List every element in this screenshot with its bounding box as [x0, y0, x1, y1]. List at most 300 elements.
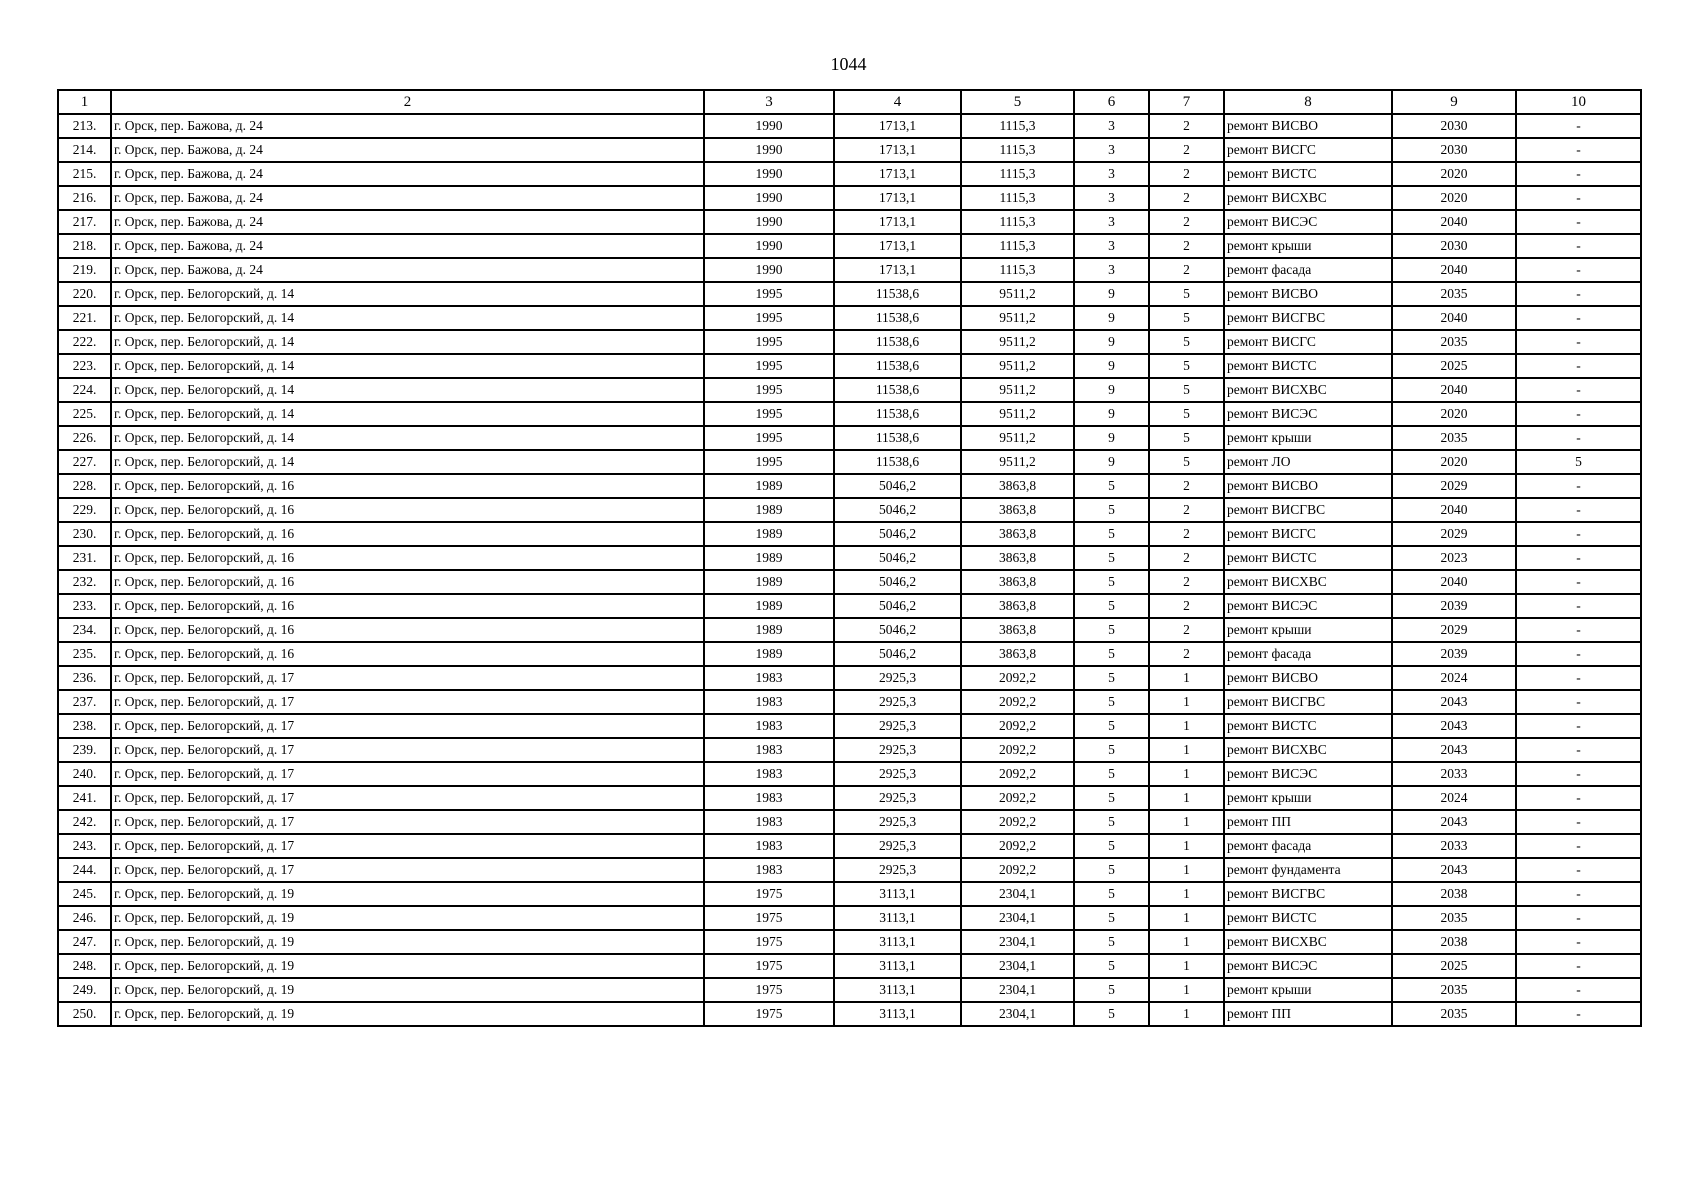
column-header-1: 1: [58, 90, 111, 114]
cell-year-built: 1989: [704, 618, 834, 642]
cell-floors: 5: [1074, 618, 1149, 642]
cell-address: г. Орск, пер. Белогорский, д. 14: [111, 354, 704, 378]
cell-count: -: [1516, 954, 1641, 978]
cell-living-area: 1115,3: [961, 258, 1074, 282]
cell-floors: 9: [1074, 378, 1149, 402]
cell-living-area: 2304,1: [961, 1002, 1074, 1026]
cell-entrances: 1: [1149, 834, 1224, 858]
cell-planned-year: 2030: [1392, 138, 1516, 162]
cell-count: -: [1516, 858, 1641, 882]
cell-year-built: 1975: [704, 954, 834, 978]
table-row: [58, 282, 1641, 306]
cell-entrances: 5: [1149, 354, 1224, 378]
cell-address: г. Орск, пер. Белогорский, д. 19: [111, 906, 704, 930]
column-header-3: 3: [704, 90, 834, 114]
cell-count: -: [1516, 402, 1641, 426]
cell-total-area: 1713,1: [834, 186, 961, 210]
table-row: [58, 162, 1641, 186]
cell-entrances: 1: [1149, 762, 1224, 786]
table-row: [58, 834, 1641, 858]
cell-year-built: 1990: [704, 258, 834, 282]
cell-total-area: 3113,1: [834, 1002, 961, 1026]
cell-row-number: 240.: [58, 762, 111, 786]
cell-address: г. Орск, пер. Белогорский, д. 16: [111, 618, 704, 642]
cell-count: 5: [1516, 450, 1641, 474]
cell-work-type: ремонт фасада: [1224, 834, 1392, 858]
cell-planned-year: 2039: [1392, 642, 1516, 666]
cell-living-area: 1115,3: [961, 186, 1074, 210]
cell-work-type: ремонт ВИСЭС: [1224, 762, 1392, 786]
column-header-5: 5: [961, 90, 1074, 114]
cell-entrances: 2: [1149, 114, 1224, 138]
cell-address: г. Орск, пер. Бажова, д. 24: [111, 210, 704, 234]
cell-year-built: 1983: [704, 858, 834, 882]
cell-planned-year: 2020: [1392, 402, 1516, 426]
cell-planned-year: 2025: [1392, 354, 1516, 378]
cell-floors: 5: [1074, 834, 1149, 858]
cell-year-built: 1995: [704, 354, 834, 378]
cell-work-type: ремонт ВИСГВС: [1224, 882, 1392, 906]
cell-work-type: ремонт ВИСЭС: [1224, 210, 1392, 234]
cell-living-area: 2092,2: [961, 714, 1074, 738]
cell-count: -: [1516, 258, 1641, 282]
table-row: [58, 1002, 1641, 1026]
cell-entrances: 1: [1149, 738, 1224, 762]
cell-entrances: 2: [1149, 258, 1224, 282]
table-row: [58, 930, 1641, 954]
cell-count: -: [1516, 930, 1641, 954]
cell-entrances: 2: [1149, 594, 1224, 618]
column-header-9: 9: [1392, 90, 1516, 114]
cell-work-type: ремонт ВИСГС: [1224, 330, 1392, 354]
cell-work-type: ремонт ВИСЭС: [1224, 402, 1392, 426]
cell-count: -: [1516, 498, 1641, 522]
cell-planned-year: 2035: [1392, 426, 1516, 450]
cell-work-type: ремонт ВИСГС: [1224, 138, 1392, 162]
cell-entrances: 2: [1149, 210, 1224, 234]
cell-floors: 5: [1074, 738, 1149, 762]
cell-count: -: [1516, 882, 1641, 906]
cell-planned-year: 2035: [1392, 978, 1516, 1002]
cell-count: -: [1516, 738, 1641, 762]
cell-planned-year: 2035: [1392, 282, 1516, 306]
cell-living-area: 3863,8: [961, 522, 1074, 546]
cell-total-area: 11538,6: [834, 354, 961, 378]
cell-count: -: [1516, 834, 1641, 858]
cell-total-area: 11538,6: [834, 306, 961, 330]
table-row: [58, 786, 1641, 810]
cell-address: г. Орск, пер. Белогорский, д. 14: [111, 378, 704, 402]
column-header-4: 4: [834, 90, 961, 114]
cell-total-area: 5046,2: [834, 546, 961, 570]
cell-count: -: [1516, 690, 1641, 714]
cell-address: г. Орск, пер. Белогорский, д. 19: [111, 882, 704, 906]
cell-living-area: 9511,2: [961, 378, 1074, 402]
cell-row-number: 221.: [58, 306, 111, 330]
cell-living-area: 2092,2: [961, 762, 1074, 786]
cell-living-area: 2092,2: [961, 834, 1074, 858]
table-row: [58, 906, 1641, 930]
cell-floors: 9: [1074, 354, 1149, 378]
cell-address: г. Орск, пер. Белогорский, д. 17: [111, 786, 704, 810]
cell-work-type: ремонт крыши: [1224, 234, 1392, 258]
cell-total-area: 3113,1: [834, 930, 961, 954]
cell-total-area: 5046,2: [834, 618, 961, 642]
cell-planned-year: 2020: [1392, 162, 1516, 186]
cell-floors: 5: [1074, 786, 1149, 810]
table-row: [58, 474, 1641, 498]
cell-floors: 5: [1074, 594, 1149, 618]
cell-work-type: ремонт ВИСВО: [1224, 282, 1392, 306]
cell-row-number: 232.: [58, 570, 111, 594]
cell-count: -: [1516, 378, 1641, 402]
cell-floors: 5: [1074, 882, 1149, 906]
cell-planned-year: 2035: [1392, 906, 1516, 930]
cell-total-area: 11538,6: [834, 330, 961, 354]
table-row: [58, 138, 1641, 162]
cell-count: -: [1516, 306, 1641, 330]
cell-address: г. Орск, пер. Белогорский, д. 17: [111, 858, 704, 882]
cell-living-area: 2304,1: [961, 906, 1074, 930]
table-row: [58, 426, 1641, 450]
cell-planned-year: 2043: [1392, 690, 1516, 714]
cell-year-built: 1983: [704, 762, 834, 786]
cell-address: г. Орск, пер. Бажова, д. 24: [111, 258, 704, 282]
cell-total-area: 2925,3: [834, 834, 961, 858]
table-row: [58, 114, 1641, 138]
cell-address: г. Орск, пер. Белогорский, д. 17: [111, 738, 704, 762]
cell-planned-year: 2033: [1392, 762, 1516, 786]
cell-row-number: 226.: [58, 426, 111, 450]
cell-count: -: [1516, 666, 1641, 690]
cell-address: г. Орск, пер. Белогорский, д. 14: [111, 306, 704, 330]
cell-count: -: [1516, 354, 1641, 378]
cell-entrances: 2: [1149, 642, 1224, 666]
cell-floors: 5: [1074, 930, 1149, 954]
table-row: [58, 594, 1641, 618]
cell-row-number: 249.: [58, 978, 111, 1002]
cell-floors: 5: [1074, 714, 1149, 738]
cell-floors: 5: [1074, 546, 1149, 570]
cell-floors: 5: [1074, 570, 1149, 594]
cell-work-type: ремонт ЛО: [1224, 450, 1392, 474]
cell-planned-year: 2023: [1392, 546, 1516, 570]
cell-row-number: 234.: [58, 618, 111, 642]
table-row: [58, 858, 1641, 882]
cell-year-built: 1975: [704, 906, 834, 930]
cell-year-built: 1995: [704, 306, 834, 330]
cell-living-area: 1115,3: [961, 210, 1074, 234]
cell-planned-year: 2039: [1392, 594, 1516, 618]
cell-work-type: ремонт крыши: [1224, 978, 1392, 1002]
cell-floors: 5: [1074, 906, 1149, 930]
cell-count: -: [1516, 810, 1641, 834]
table-row: [58, 762, 1641, 786]
cell-address: г. Орск, пер. Белогорский, д. 14: [111, 330, 704, 354]
cell-floors: 9: [1074, 306, 1149, 330]
cell-count: -: [1516, 330, 1641, 354]
cell-row-number: 218.: [58, 234, 111, 258]
cell-address: г. Орск, пер. Белогорский, д. 16: [111, 570, 704, 594]
cell-work-type: ремонт фундамента: [1224, 858, 1392, 882]
cell-count: -: [1516, 162, 1641, 186]
cell-living-area: 9511,2: [961, 402, 1074, 426]
cell-address: г. Орск, пер. Белогорский, д. 14: [111, 282, 704, 306]
cell-row-number: 236.: [58, 666, 111, 690]
cell-living-area: 9511,2: [961, 330, 1074, 354]
cell-floors: 3: [1074, 210, 1149, 234]
cell-row-number: 237.: [58, 690, 111, 714]
table-header: [58, 90, 1641, 114]
repair-schedule-table: [57, 89, 1642, 1027]
cell-address: г. Орск, пер. Белогорский, д. 16: [111, 522, 704, 546]
cell-entrances: 1: [1149, 906, 1224, 930]
cell-count: -: [1516, 234, 1641, 258]
cell-total-area: 3113,1: [834, 954, 961, 978]
cell-count: -: [1516, 570, 1641, 594]
cell-entrances: 1: [1149, 666, 1224, 690]
cell-living-area: 2304,1: [961, 930, 1074, 954]
cell-row-number: 223.: [58, 354, 111, 378]
cell-row-number: 224.: [58, 378, 111, 402]
cell-total-area: 11538,6: [834, 426, 961, 450]
cell-total-area: 5046,2: [834, 522, 961, 546]
cell-total-area: 11538,6: [834, 378, 961, 402]
cell-work-type: ремонт ВИСВО: [1224, 666, 1392, 690]
cell-row-number: 222.: [58, 330, 111, 354]
cell-year-built: 1990: [704, 162, 834, 186]
cell-total-area: 11538,6: [834, 282, 961, 306]
cell-living-area: 2092,2: [961, 666, 1074, 690]
cell-year-built: 1983: [704, 690, 834, 714]
cell-row-number: 231.: [58, 546, 111, 570]
cell-row-number: 227.: [58, 450, 111, 474]
cell-floors: 3: [1074, 138, 1149, 162]
cell-year-built: 1975: [704, 882, 834, 906]
cell-work-type: ремонт крыши: [1224, 426, 1392, 450]
cell-floors: 5: [1074, 1002, 1149, 1026]
cell-year-built: 1989: [704, 546, 834, 570]
cell-year-built: 1989: [704, 642, 834, 666]
cell-floors: 9: [1074, 450, 1149, 474]
cell-floors: 5: [1074, 978, 1149, 1002]
cell-address: г. Орск, пер. Белогорский, д. 17: [111, 834, 704, 858]
cell-total-area: 5046,2: [834, 642, 961, 666]
cell-count: -: [1516, 282, 1641, 306]
cell-floors: 3: [1074, 234, 1149, 258]
table-row: [58, 186, 1641, 210]
table-row: [58, 498, 1641, 522]
cell-living-area: 3863,8: [961, 618, 1074, 642]
table-row: [58, 378, 1641, 402]
cell-row-number: 216.: [58, 186, 111, 210]
cell-total-area: 2925,3: [834, 858, 961, 882]
cell-entrances: 2: [1149, 162, 1224, 186]
cell-address: г. Орск, пер. Бажова, д. 24: [111, 114, 704, 138]
cell-row-number: 246.: [58, 906, 111, 930]
cell-entrances: 1: [1149, 882, 1224, 906]
cell-total-area: 1713,1: [834, 234, 961, 258]
cell-address: г. Орск, пер. Белогорский, д. 16: [111, 498, 704, 522]
cell-work-type: ремонт крыши: [1224, 618, 1392, 642]
cell-living-area: 2092,2: [961, 858, 1074, 882]
cell-entrances: 5: [1149, 330, 1224, 354]
cell-living-area: 9511,2: [961, 282, 1074, 306]
cell-year-built: 1975: [704, 978, 834, 1002]
cell-row-number: 244.: [58, 858, 111, 882]
cell-living-area: 2092,2: [961, 738, 1074, 762]
cell-planned-year: 2040: [1392, 378, 1516, 402]
cell-count: -: [1516, 978, 1641, 1002]
cell-row-number: 235.: [58, 642, 111, 666]
cell-year-built: 1995: [704, 282, 834, 306]
cell-floors: 5: [1074, 762, 1149, 786]
cell-floors: 5: [1074, 498, 1149, 522]
cell-year-built: 1995: [704, 450, 834, 474]
cell-address: г. Орск, пер. Белогорский, д. 14: [111, 426, 704, 450]
cell-entrances: 1: [1149, 810, 1224, 834]
table-row: [58, 570, 1641, 594]
cell-row-number: 219.: [58, 258, 111, 282]
cell-total-area: 5046,2: [834, 498, 961, 522]
cell-total-area: 11538,6: [834, 450, 961, 474]
cell-entrances: 2: [1149, 498, 1224, 522]
cell-total-area: 1713,1: [834, 138, 961, 162]
cell-work-type: ремонт ВИСТС: [1224, 162, 1392, 186]
cell-year-built: 1995: [704, 426, 834, 450]
cell-address: г. Орск, пер. Бажова, д. 24: [111, 186, 704, 210]
cell-entrances: 5: [1149, 282, 1224, 306]
table-row: [58, 882, 1641, 906]
cell-total-area: 2925,3: [834, 666, 961, 690]
cell-row-number: 214.: [58, 138, 111, 162]
cell-planned-year: 2035: [1392, 330, 1516, 354]
cell-year-built: 1990: [704, 138, 834, 162]
cell-total-area: 1713,1: [834, 114, 961, 138]
cell-floors: 5: [1074, 858, 1149, 882]
cell-entrances: 2: [1149, 138, 1224, 162]
table-row: [58, 210, 1641, 234]
cell-work-type: ремонт ВИСЭС: [1224, 594, 1392, 618]
cell-total-area: 5046,2: [834, 570, 961, 594]
cell-count: -: [1516, 474, 1641, 498]
cell-work-type: ремонт ВИСЭС: [1224, 954, 1392, 978]
table-row: [58, 690, 1641, 714]
cell-year-built: 1975: [704, 1002, 834, 1026]
cell-work-type: ремонт ПП: [1224, 810, 1392, 834]
cell-address: г. Орск, пер. Белогорский, д. 19: [111, 930, 704, 954]
table-row: [58, 258, 1641, 282]
cell-work-type: ремонт ВИСГС: [1224, 522, 1392, 546]
cell-year-built: 1990: [704, 186, 834, 210]
cell-living-area: 2304,1: [961, 978, 1074, 1002]
cell-entrances: 5: [1149, 306, 1224, 330]
cell-entrances: 1: [1149, 954, 1224, 978]
cell-living-area: 9511,2: [961, 306, 1074, 330]
table-row: [58, 954, 1641, 978]
cell-address: г. Орск, пер. Белогорский, д. 14: [111, 402, 704, 426]
cell-living-area: 2092,2: [961, 786, 1074, 810]
cell-year-built: 1995: [704, 378, 834, 402]
cell-year-built: 1983: [704, 714, 834, 738]
cell-floors: 3: [1074, 162, 1149, 186]
cell-total-area: 2925,3: [834, 762, 961, 786]
cell-total-area: 2925,3: [834, 786, 961, 810]
cell-floors: 9: [1074, 426, 1149, 450]
cell-work-type: ремонт ВИСТС: [1224, 546, 1392, 570]
header-row: [58, 90, 1641, 114]
table-row: [58, 810, 1641, 834]
cell-count: -: [1516, 138, 1641, 162]
cell-total-area: 2925,3: [834, 810, 961, 834]
cell-year-built: 1995: [704, 330, 834, 354]
cell-total-area: 2925,3: [834, 690, 961, 714]
cell-floors: 5: [1074, 690, 1149, 714]
cell-year-built: 1975: [704, 930, 834, 954]
cell-planned-year: 2029: [1392, 474, 1516, 498]
cell-year-built: 1983: [704, 834, 834, 858]
cell-entrances: 1: [1149, 930, 1224, 954]
cell-count: -: [1516, 906, 1641, 930]
cell-planned-year: 2035: [1392, 1002, 1516, 1026]
cell-year-built: 1990: [704, 210, 834, 234]
cell-entrances: 1: [1149, 690, 1224, 714]
cell-entrances: 1: [1149, 1002, 1224, 1026]
cell-floors: 5: [1074, 666, 1149, 690]
cell-entrances: 5: [1149, 450, 1224, 474]
cell-total-area: 1713,1: [834, 162, 961, 186]
cell-address: г. Орск, пер. Белогорский, д. 17: [111, 666, 704, 690]
cell-planned-year: 2040: [1392, 498, 1516, 522]
cell-floors: 5: [1074, 522, 1149, 546]
cell-total-area: 1713,1: [834, 210, 961, 234]
cell-row-number: 215.: [58, 162, 111, 186]
cell-living-area: 1115,3: [961, 162, 1074, 186]
cell-row-number: 247.: [58, 930, 111, 954]
cell-address: г. Орск, пер. Белогорский, д. 17: [111, 690, 704, 714]
cell-floors: 9: [1074, 402, 1149, 426]
cell-planned-year: 2030: [1392, 114, 1516, 138]
cell-address: г. Орск, пер. Белогорский, д. 17: [111, 762, 704, 786]
cell-row-number: 241.: [58, 786, 111, 810]
cell-entrances: 2: [1149, 186, 1224, 210]
cell-entrances: 2: [1149, 522, 1224, 546]
cell-count: -: [1516, 1002, 1641, 1026]
table-row: [58, 354, 1641, 378]
cell-address: г. Орск, пер. Белогорский, д. 16: [111, 642, 704, 666]
cell-count: -: [1516, 762, 1641, 786]
table-row: [58, 738, 1641, 762]
cell-work-type: ремонт ВИСХВС: [1224, 186, 1392, 210]
cell-row-number: 230.: [58, 522, 111, 546]
cell-count: -: [1516, 186, 1641, 210]
cell-entrances: 1: [1149, 786, 1224, 810]
cell-planned-year: 2043: [1392, 810, 1516, 834]
cell-living-area: 3863,8: [961, 474, 1074, 498]
cell-living-area: 2092,2: [961, 810, 1074, 834]
table-row: [58, 330, 1641, 354]
cell-year-built: 1989: [704, 522, 834, 546]
cell-living-area: 3863,8: [961, 546, 1074, 570]
cell-address: г. Орск, пер. Бажова, д. 24: [111, 234, 704, 258]
cell-count: -: [1516, 618, 1641, 642]
table-row: [58, 546, 1641, 570]
cell-year-built: 1995: [704, 402, 834, 426]
cell-floors: 5: [1074, 810, 1149, 834]
cell-planned-year: 2020: [1392, 186, 1516, 210]
cell-row-number: 250.: [58, 1002, 111, 1026]
cell-count: -: [1516, 714, 1641, 738]
